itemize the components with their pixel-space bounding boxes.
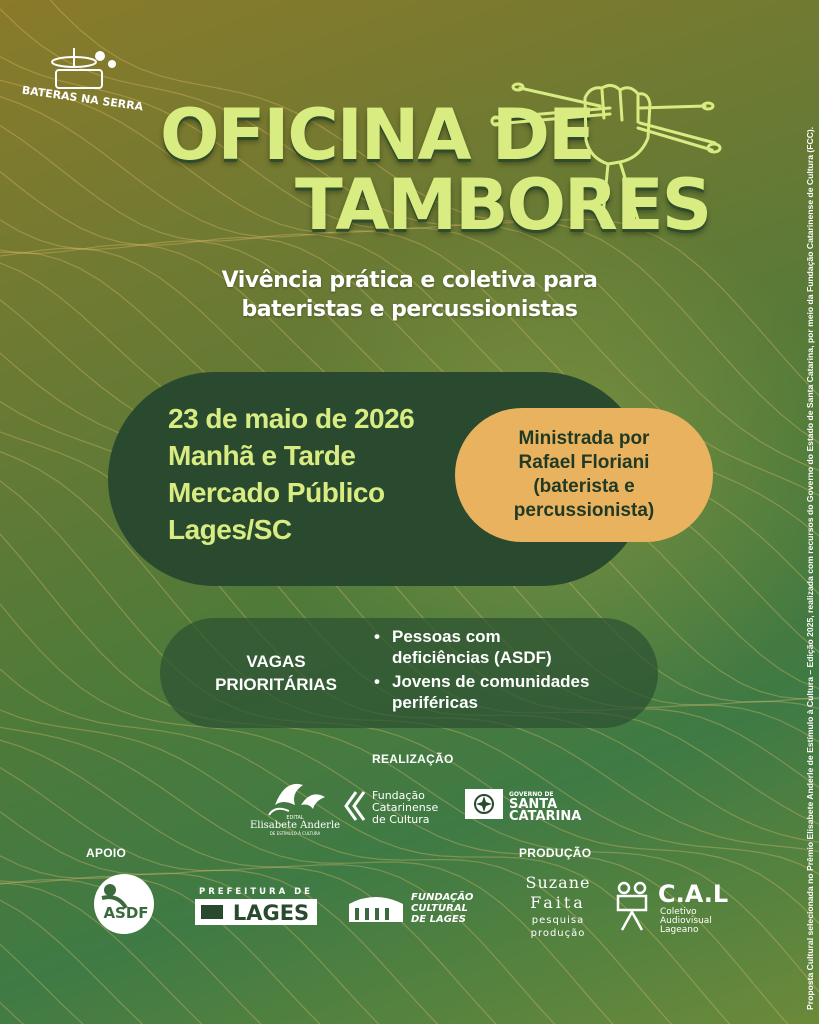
suzane-line2: Faita <box>530 893 586 912</box>
vagas-label <box>196 650 356 696</box>
suzane-line3: pesquisa <box>531 915 585 926</box>
suzane-line1: Suzane <box>525 873 591 892</box>
instructor-line4: percussionista) <box>513 500 655 521</box>
gov-line3: CATARINA <box>509 809 582 824</box>
list-item <box>372 626 652 668</box>
list-item-line2: deficiências (ASDF) <box>392 648 552 667</box>
fundacao-cultural-lages-logo <box>345 884 475 928</box>
suzane-faita-logo <box>518 872 598 942</box>
list-item-line2: periféricas <box>392 693 478 712</box>
fundacao-line3: DE LAGES <box>411 914 466 925</box>
gov-line2: SANTA <box>509 797 558 812</box>
instructor-line3: (baterista e <box>533 476 635 497</box>
edital-small: EDITAL <box>286 815 304 821</box>
prefeitura-lages-logo <box>193 885 319 927</box>
instructor-line1: Ministrada por <box>518 428 650 449</box>
prefeitura-line2: LAGES <box>232 901 310 925</box>
logo-text-line1: BATERAS NA SERRA <box>21 83 144 114</box>
vagas-label-line1: VAGAS <box>246 652 306 671</box>
event-city: Lages/SC <box>168 514 292 545</box>
producao-label: PRODUÇÃO <box>519 846 592 860</box>
event-date: 23 de maio de 2026 <box>168 403 415 434</box>
subtitle <box>0 266 819 324</box>
cal-line1: Coletivo <box>660 907 697 917</box>
instructor-pill <box>455 408 713 542</box>
fundacao-line1: FUNDAÇÃO <box>411 892 474 903</box>
asdf-logo <box>82 868 160 938</box>
fcc-line1: Fundação <box>372 789 425 802</box>
title-line2: TAMBORES <box>295 164 711 246</box>
vagas-list <box>372 626 652 716</box>
gov-line1: GOVERNO DE <box>509 791 554 798</box>
event-info <box>168 400 468 548</box>
governo-santa-catarina-logo <box>465 787 585 823</box>
list-item-line1: • Pessoas com <box>392 627 501 646</box>
title-line1: OFICINA DE <box>160 94 594 176</box>
vagas-label-line2: PRIORITÁRIAS <box>215 675 337 694</box>
edital-elisabete-anderle-logo <box>249 775 341 837</box>
subtitle-line1: Vivência prática e coletiva para <box>221 268 598 293</box>
list-item-line1: • Jovens de comunidades <box>392 672 590 691</box>
suzane-line4: produção <box>530 928 586 939</box>
funding-note: Proposta Cultural selecionada no Prêmio Elisabete Anderle de Estímulo à Cultura – Edição 2025, realizada com recursos do Governo do Estado de Santa Catarina, por meio da Fundação Catarinense de Cultura (FCC). <box>805 126 815 1010</box>
list-item <box>372 671 652 713</box>
edital-tagline: DE ESTÍMULO À CULTURA <box>269 831 321 836</box>
fcc-line2: Catarinense <box>372 801 439 814</box>
fcc-line3: de Cultura <box>372 813 430 826</box>
event-venue: Mercado Público <box>168 477 385 508</box>
fist-drumsticks-icon <box>490 78 720 228</box>
cal-name: C.A.L <box>658 880 729 908</box>
cal-line3: Lageano <box>660 925 699 935</box>
event-period: Manhã e Tarde <box>168 440 356 471</box>
wave-line <box>0 944 819 1024</box>
fundacao-catarinense-logo <box>342 786 452 826</box>
subtitle-line2: bateristas e percussionistas <box>241 297 578 322</box>
realizacao-label: REALIZAÇÃO <box>372 752 454 766</box>
bateras-na-serra-logo <box>21 44 144 124</box>
asdf-text: ASDF <box>103 904 149 922</box>
fundacao-line2: CULTURAL <box>411 903 468 914</box>
prefeitura-line1: PREFEITURA DE <box>198 887 314 897</box>
instructor-line2: Rafael Floriani <box>518 452 650 473</box>
cal-line2: Audiovisual <box>660 916 712 926</box>
edital-name: Elisabete Anderle <box>249 820 341 831</box>
cal-logo <box>614 876 744 936</box>
apoio-label: APOIO <box>86 846 127 860</box>
